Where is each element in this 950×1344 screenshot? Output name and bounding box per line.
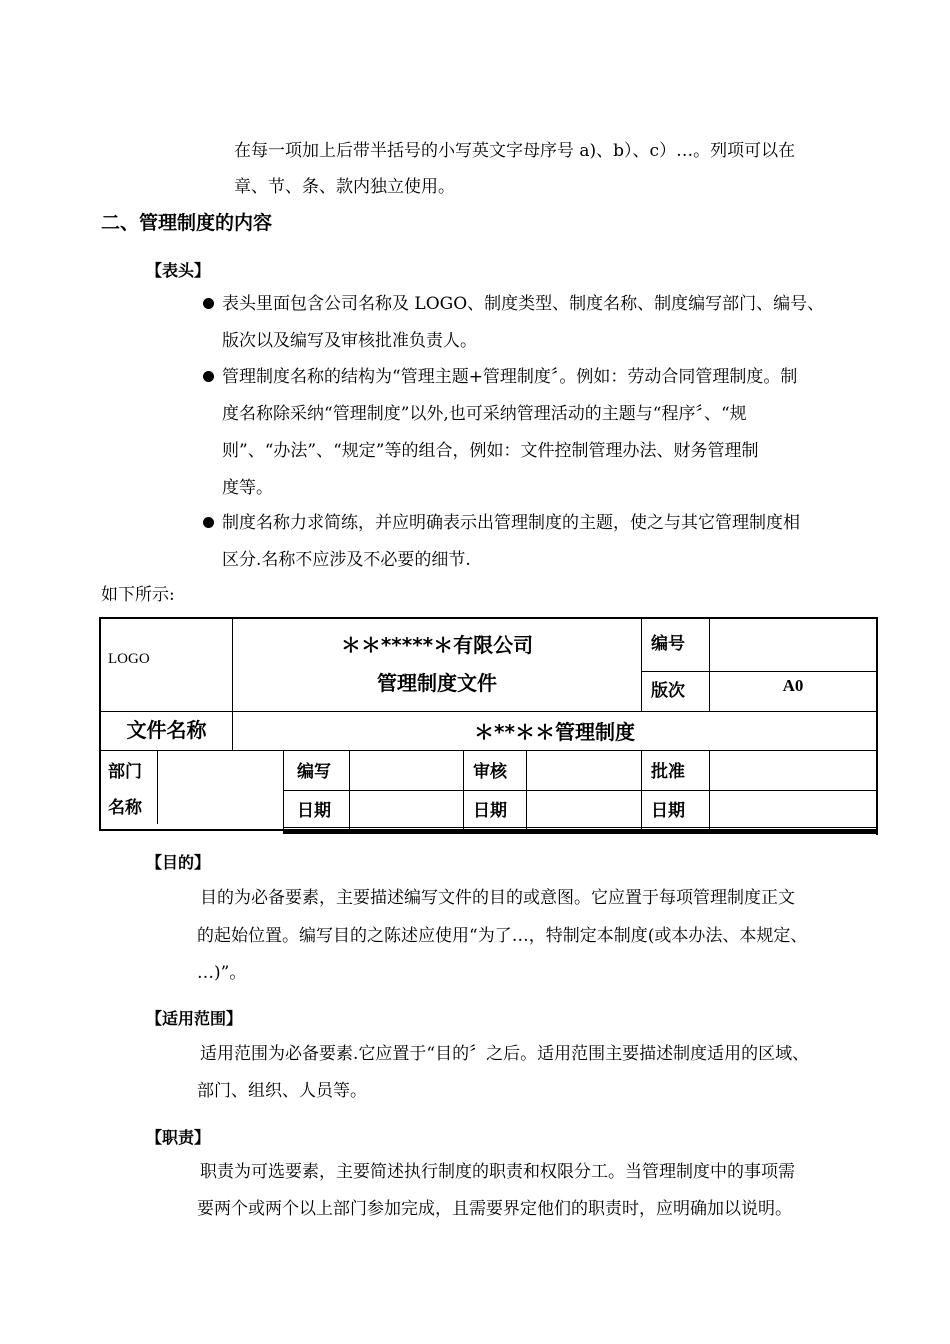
duty-line-2: 要两个或两个以上部门参加完成，且需要界定他们的职责时，应明确加以说明。: [197, 1199, 792, 1219]
approve-label: 批准: [651, 762, 685, 782]
date-label-review: 日期: [473, 801, 507, 821]
logo-placeholder: LOGO: [108, 651, 150, 667]
bullet-2-line-3: 则”、“办法”、“规定”等的组合，例如：文件控制管理办法、财务管理制: [222, 441, 759, 461]
duty-line-1: 职责为可选要素，主要简述执行制度的职责和权限分工。当管理制度中的事项需: [200, 1162, 795, 1182]
scope-line-2: 部门、组织、人员等。: [197, 1081, 367, 1101]
file-name-value: ＊**＊＊管理制度: [474, 720, 635, 744]
date-label-write: 日期: [297, 801, 331, 821]
document-type: 管理制度文件: [377, 671, 497, 695]
version-label: 版次: [651, 681, 685, 701]
bullet-icon: [203, 298, 214, 309]
number-label: 编号: [651, 634, 685, 654]
example-label: 如下所示:: [101, 585, 175, 605]
company-name: ＊＊*****＊有限公司: [340, 633, 534, 657]
purpose-line-1: 目的为必备要素，主要描述编写文件的目的或意图。它应置于每项管理制度正文: [200, 888, 795, 908]
bullet-icon: [203, 371, 214, 382]
purpose-line-3: …)”。: [197, 963, 247, 983]
bullet-2-line-1: 管理制度名称的结构为“管理主题+管理制度〞。例如：劳动合同管理制度。制: [222, 367, 798, 387]
scope-line-1: 适用范围为必备要素.它应置于“目的〞之后。适用范围主要描述制度适用的区域、: [200, 1044, 810, 1064]
header-table: [99, 617, 878, 833]
dept-label-1: 部门: [108, 762, 142, 782]
file-name-label: 文件名称: [126, 718, 207, 742]
purpose-line-2: 的起始位置。编写目的之陈述应使用“为了…，特制定本制度(或本办法、本规定、: [197, 926, 808, 946]
bullet-3-line-2: 区分.名称不应涉及不必要的细节.: [222, 550, 471, 570]
date-label-approve: 日期: [651, 801, 685, 821]
intro-line-2: 章、节、条、款内独立使用。: [234, 177, 455, 197]
bullet-3-line-1: 制度名称力求简练，并应明确表示出管理制度的主题，使之与其它管理制度相: [222, 513, 800, 533]
bullet-icon: [203, 517, 214, 528]
scope-heading: 【适用范围】: [146, 1009, 243, 1028]
header-section-heading: 【表头】: [146, 261, 211, 280]
version-value: A0: [782, 676, 804, 695]
intro-line-1: 在每一项加上后带半括号的小写英文字母序号 a)、b）、c）…。列项可以在: [234, 141, 796, 161]
bullet-1-line-2: 版次以及编写及审核批准负责人。: [222, 331, 477, 351]
section-heading: 二、管理制度的内容: [101, 212, 273, 234]
write-label: 编写: [297, 762, 331, 782]
review-label: 审核: [473, 762, 507, 782]
purpose-heading: 【目的】: [146, 853, 211, 872]
dept-label-2: 名称: [108, 798, 142, 818]
bullet-1-line-1: 表头里面包含公司名称及 LOGO、制度类型、制度名称、制度编写部门、编号、: [222, 294, 825, 314]
bullet-2-line-2: 度名称除采纳“管理制度”以外,也可采纳管理活动的主题与“程序〞、“规: [222, 404, 747, 424]
duty-heading: 【职责】: [146, 1128, 211, 1147]
bullet-2-line-4: 度等。: [222, 478, 273, 498]
